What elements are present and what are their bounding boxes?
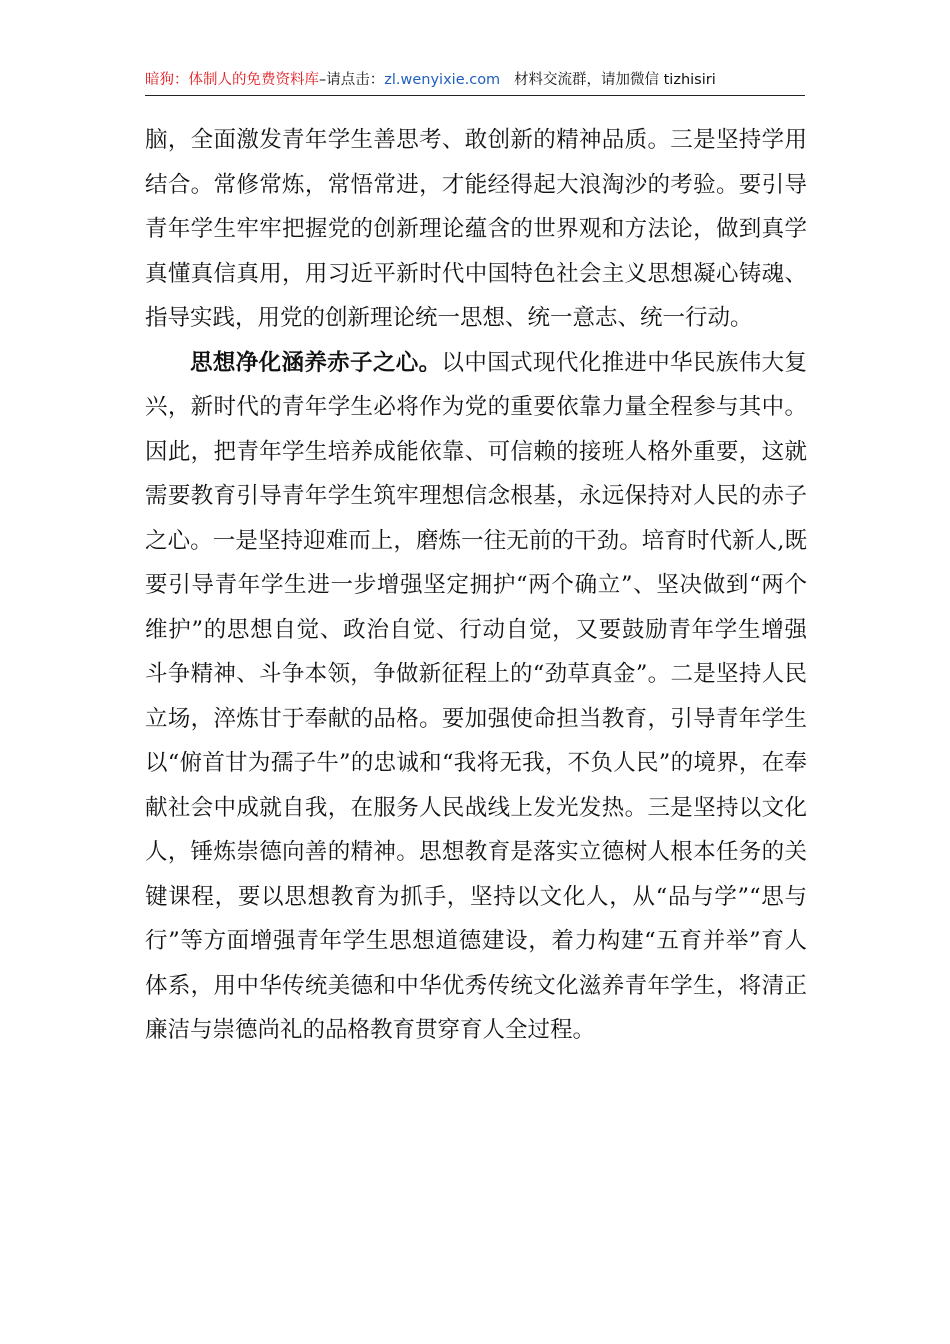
site-label: 暗狗：体制人的免费资料库 bbox=[145, 72, 319, 88]
paragraph-2 bbox=[145, 341, 807, 1053]
site-link[interactable]: zl.wenyixie.com bbox=[384, 72, 501, 88]
page-header bbox=[145, 70, 805, 96]
header-divider bbox=[145, 95, 805, 96]
paragraph-2-text: 以中国式现代化推进中华民族伟大复兴，新时代的青年学生必将作为党的重要依靠力量全程参与其中。因此，把青年学生培养成能依靠、可信赖的接班人格外重要，这就需要教育引导青年学生筑牢理想信念根基，永远保持对人民的赤子之心。一是坚持迎难而上，磨炼一往无前的干劲。培育时代新人,既要引导青年学生进一步增强坚定拥护“两个确立”、坚决做到“两个维护”的思想自觉、政治自觉、行动自觉，又要鼓励青年学生增强斗争精神、斗争本领，争做新征程上的“劲草真金”。二是坚持人民立场，淬炼甘于奉献的品格。要加强使命担当教育，引导青年学生以“俯首甘为孺子牛”的忠诚和“我将无我，不负人民”的境界，在奉献社会中成就自我，在服务人民战线上发光发热。三是坚持以文化人，锤炼崇德向善的精神。思想教育是落实立德树人根本任务的关键课程，要以思想教育为抓手，坚持以文化人，从“品与学”“思与行”等方面增强青年学生思想道德建设，着力构建“五育并举”育人体系，用中华传统美德和中华优秀传统文化滋养青年学生，将清正廉洁与崇德尚礼的品格教育贯穿育人全过程。 bbox=[145, 349, 807, 1043]
group-note: 材料交流群，请加微信 tizhisiri bbox=[514, 72, 716, 88]
link-prompt: –请点击： bbox=[319, 72, 385, 88]
document-body bbox=[145, 118, 807, 1053]
paragraph-2-heading: 思想净化涵养赤子之心。 bbox=[190, 349, 442, 376]
paragraph-1: 脑，全面激发青年学生善思考、敢创新的精神品质。三是坚持学用结合。常修常炼，常悟常进，才能经得起大浪淘沙的考验。要引导青年学生牢牢把握党的创新理论蕴含的世界观和方法论，做到真学真懂真信真用，用习近平新时代中国特色社会主义思想凝心铸魂、指导实践，用党的创新理论统一思想、统一意志、统一行动。 bbox=[145, 127, 807, 331]
